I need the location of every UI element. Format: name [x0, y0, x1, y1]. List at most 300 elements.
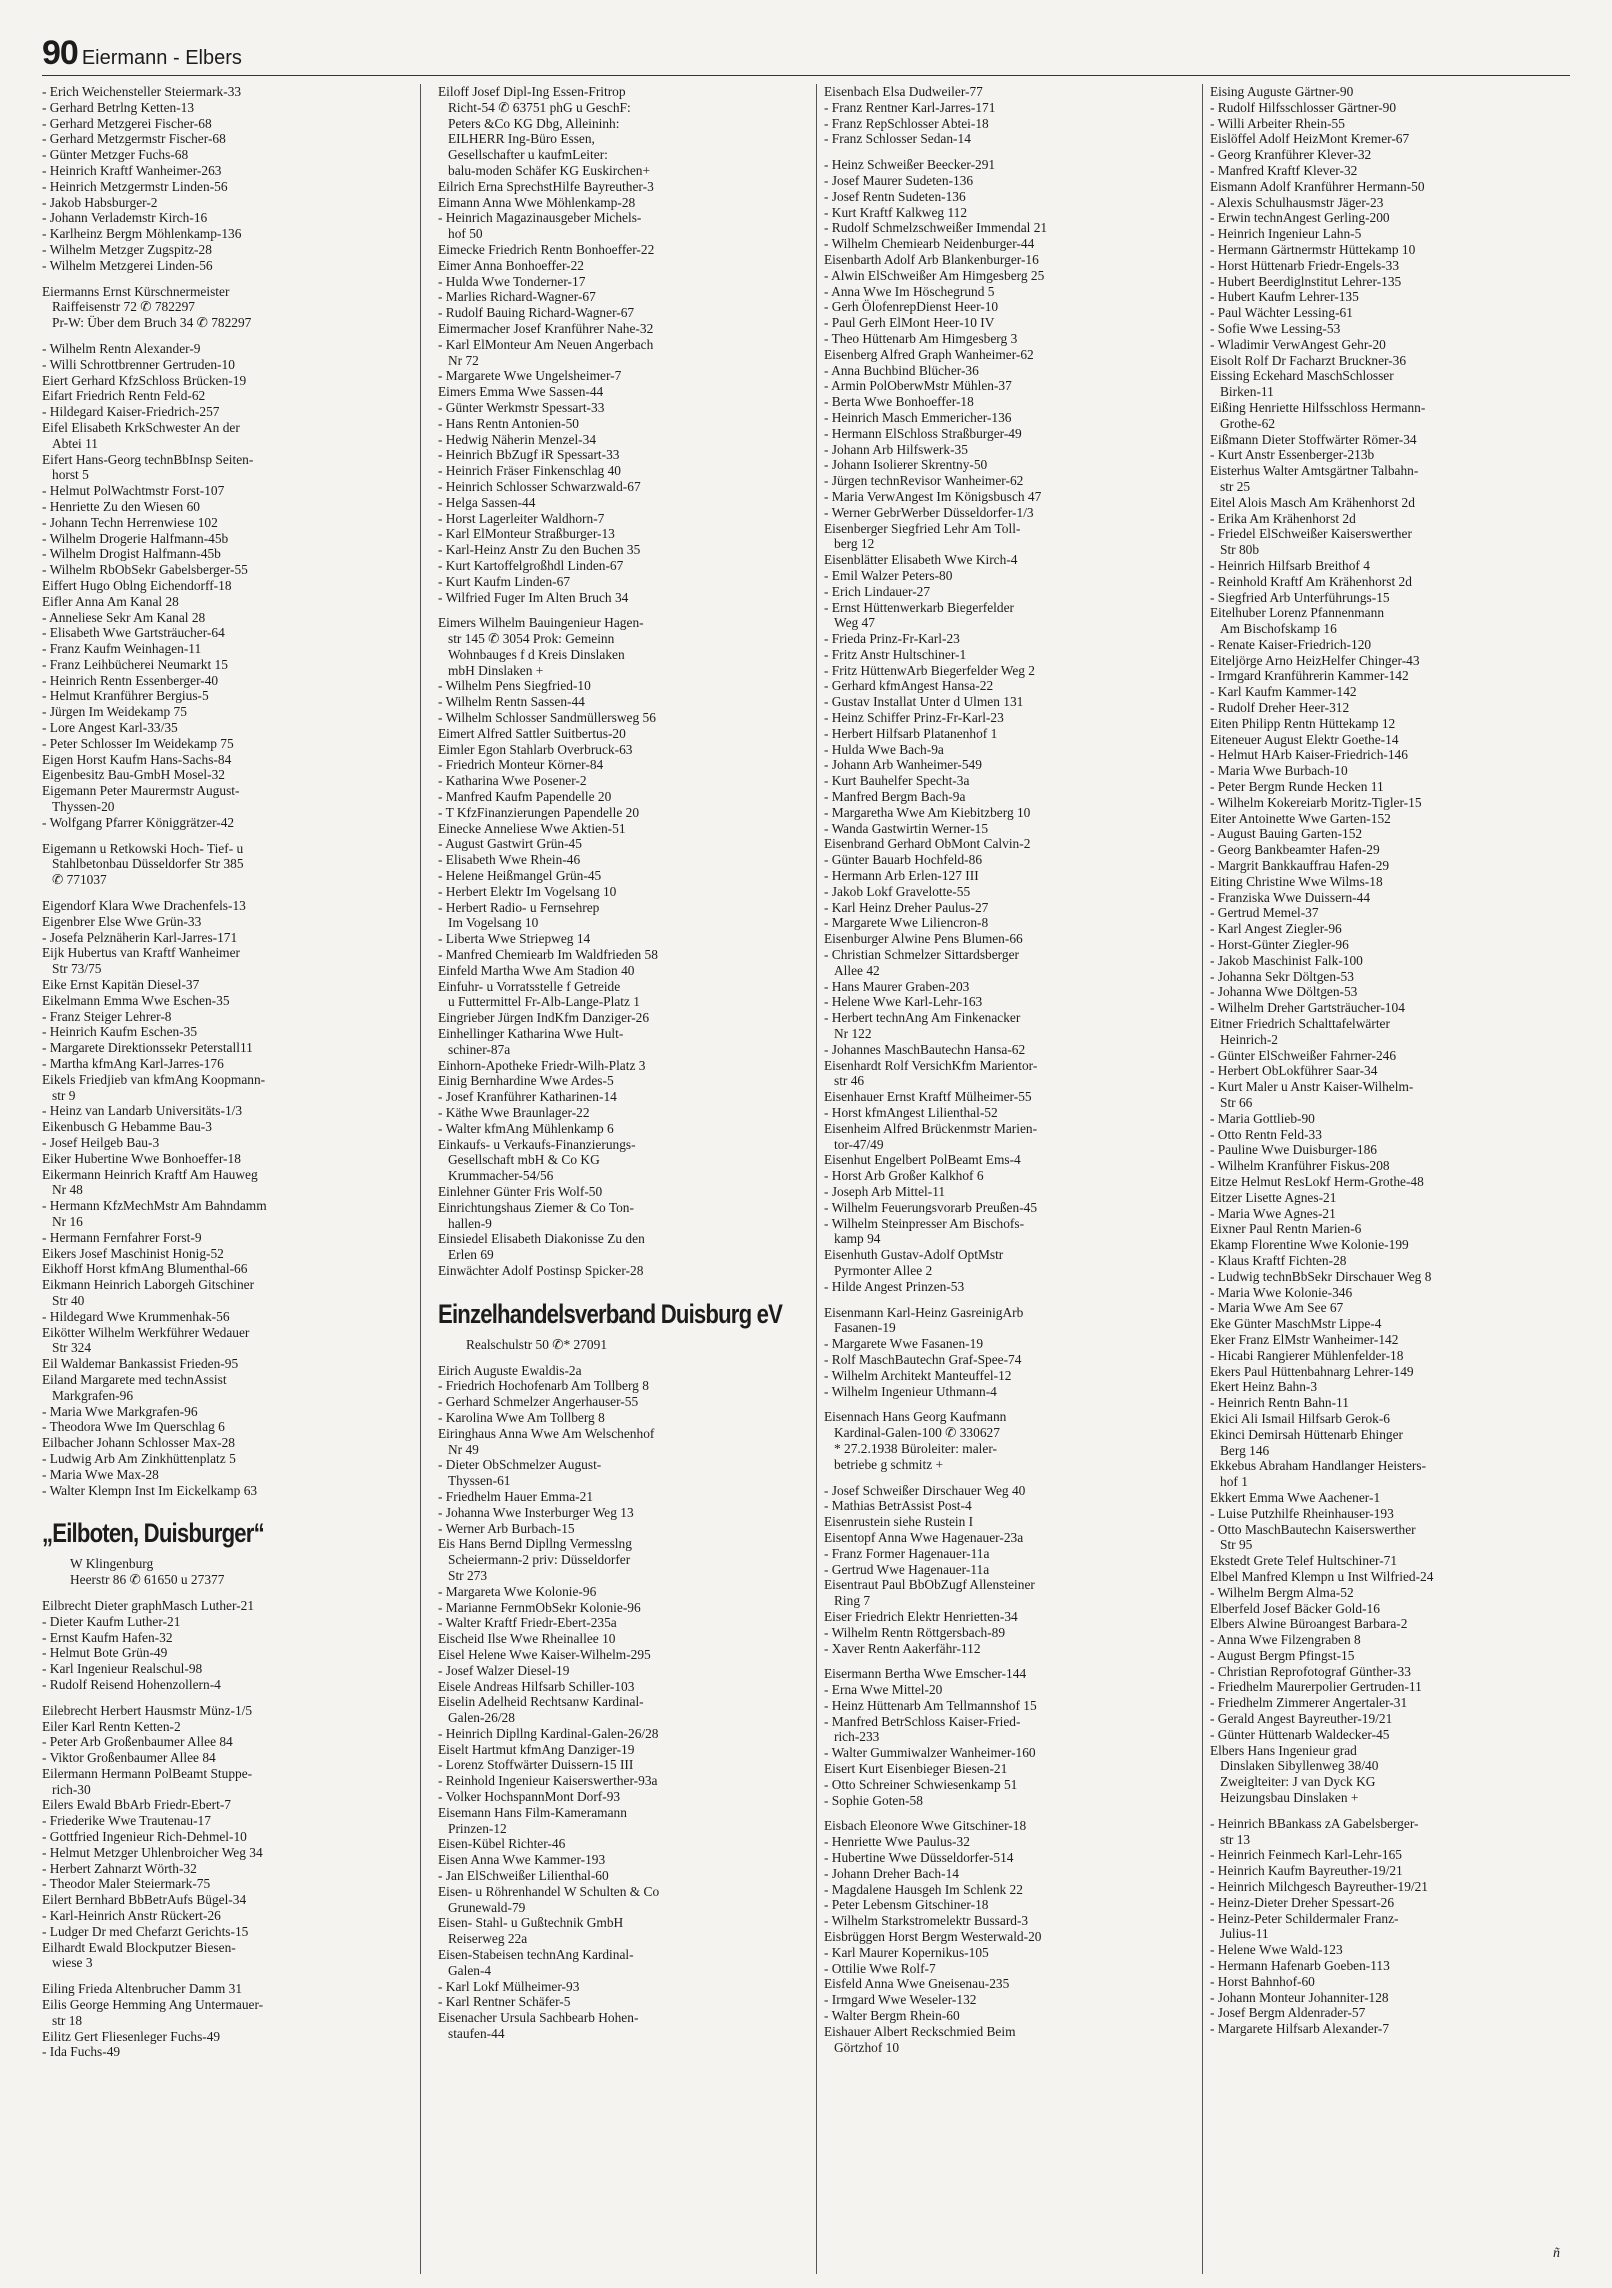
advert-detail: Heerstr 86 ✆ 61650 u 27377 — [70, 1572, 225, 1588]
directory-entry: Eikmann Heinrich Laborgeh Gitschiner — [42, 1277, 255, 1293]
directory-entry: - Magdalene Hausgeh Im Schlenk 22 — [824, 1881, 1023, 1897]
directory-entry: Elbers Hans Ingenieur grad — [1210, 1742, 1357, 1758]
entry-continuation: Galen-4 — [448, 1962, 492, 1978]
directory-entry: - Hermann Fernfahrer Forst-9 — [42, 1229, 202, 1245]
directory-entry: - Gertrud Memel-37 — [1210, 905, 1319, 921]
directory-entry: - Jakob Habsburger-2 — [42, 194, 158, 210]
directory-entry: Eke Günter MaschMstr Lippe-4 — [1210, 1316, 1382, 1332]
directory-entry: - Maria Gottlieb-90 — [1210, 1110, 1315, 1126]
directory-entry: Eiermanns Ernst Kürschnermeister — [42, 283, 230, 299]
directory-entry: Eiselt Hartmut kfmAng Danziger-19 — [438, 1741, 635, 1757]
directory-entry: Eilis George Hemming Ang Untermauer- — [42, 1997, 264, 2013]
directory-entry: - Rudolf Schmelzschweißer Immendal 21 — [824, 220, 1048, 236]
directory-entry: - Josef Maurer Sudeten-136 — [824, 172, 974, 188]
entry-continuation: Erlen 69 — [448, 1247, 494, 1263]
directory-entry: Eitzer Lisette Agnes-21 — [1210, 1189, 1337, 1205]
entry-continuation: Str 273 — [448, 1567, 488, 1583]
page-title: Eiermann - Elbers — [81, 47, 242, 69]
directory-entry: - Heinrich Rentn Bahn-11 — [1210, 1395, 1349, 1411]
directory-entry: - Rudolf Dreher Heer-312 — [1210, 700, 1350, 716]
directory-entry: Eimer Anna Bonhoeffer-22 — [438, 257, 584, 273]
directory-entry: - Hans Maurer Graben-203 — [824, 978, 970, 994]
directory-entry: - Jan ElSchweißer Lilienthal-60 — [438, 1868, 609, 1884]
directory-entry: Eiling Frieda Altenbrucher Damm 31 — [42, 1981, 243, 1997]
directory-entry: - Reinhold Kraftf Am Krähenhorst 2d — [1210, 573, 1412, 589]
directory-entry: - Hubertine Wwe Düsseldorfer-514 — [824, 1850, 1014, 1866]
directory-entry: Eimert Alfred Sattler Suitbertus-20 — [438, 725, 626, 741]
entry-continuation: Prinzen-12 — [448, 1820, 507, 1836]
directory-entry: - Martha kfmAng Karl-Jarres-176 — [42, 1056, 224, 1072]
directory-entry: - Heinrich Hilfsarb Breithof 4 — [1210, 557, 1370, 573]
directory-entry: - Christian Reprofotograf Günther-33 — [1210, 1663, 1411, 1679]
page-number: 90 — [42, 34, 78, 72]
directory-entry: - Wilhelm Steinpresser Am Bischofs- — [824, 1215, 1025, 1231]
directory-entry: - Henriette Wwe Paulus-32 — [824, 1834, 970, 1850]
entry-spacer — [438, 605, 806, 615]
directory-entry: - Gerhard kfmAngest Hansa-22 — [824, 678, 994, 694]
directory-entry: - Manfred Chemiearb Im Waldfrieden 58 — [438, 947, 658, 963]
directory-entry: - Ludger Dr med Chefarzt Gerichts-15 — [42, 1923, 249, 1939]
directory-entry: Eiland Margarete med technAssist — [42, 1371, 227, 1387]
directory-entry: - Josef Kranführer Katharinen-14 — [438, 1089, 617, 1105]
directory-entry: Eitze Helmut ResLokf Herm-Grothe-48 — [1210, 1173, 1424, 1189]
directory-entry: - Rudolf Bauing Richard-Wagner-67 — [438, 305, 635, 321]
page-header — [42, 34, 242, 74]
entry-continuation: rich-233 — [834, 1729, 880, 1745]
directory-entry: Eiten Philipp Rentn Hüttekamp 12 — [1210, 715, 1396, 731]
directory-entry: Eigenbesitz Bau-GmbH Mosel-32 — [42, 767, 225, 783]
directory-entry: Einig Bernhardine Wwe Ardes-5 — [438, 1073, 614, 1089]
directory-entry: - Anna Wwe Filzengraben 8 — [1210, 1632, 1361, 1648]
directory-entry: Eikötter Wilhelm Werkführer Wedauer — [42, 1324, 250, 1340]
entry-continuation: Markgrafen-96 — [52, 1387, 134, 1403]
directory-entry: - Wilhelm Schlosser Sandmüllersweg 56 — [438, 710, 656, 726]
directory-entry: - Wolfgang Pfarrer Königgrätzer-42 — [42, 814, 235, 830]
entry-continuation: berg 12 — [834, 536, 875, 552]
directory-entry: - Berta Wwe Bonhoeffer-18 — [824, 394, 974, 410]
directory-entry: - Josef Bergm Aldenrader-57 — [1210, 2005, 1366, 2021]
directory-entry: Einrichtungshaus Ziemer & Co Ton- — [438, 1199, 634, 1215]
directory-entry: - Fritz Anstr Hultschiner-1 — [824, 646, 967, 662]
directory-entry: - Karl ElMonteur Straßburger-13 — [438, 526, 615, 542]
directory-entry: Einkaufs- u Verkaufs-Finanzierungs- — [438, 1136, 636, 1152]
directory-entry: - Gertrud Wwe Hagenauer-11a — [824, 1561, 990, 1577]
directory-entry: Eirich Auguste Ewaldis-2a — [438, 1362, 582, 1378]
directory-entry: Ekamp Florentine Wwe Kolonie-199 — [1210, 1237, 1409, 1253]
directory-entry: Eigen Horst Kaufm Hans-Sachs-84 — [42, 751, 232, 767]
directory-entry: - Elisabeth Wwe Rhein-46 — [438, 852, 581, 868]
directory-entry: - Kurt Maler u Anstr Kaiser-Wilhelm- — [1210, 1079, 1414, 1095]
directory-entry: - Dieter ObSchmelzer August- — [438, 1457, 602, 1473]
directory-entry: Eilbacher Johann Schlosser Max-28 — [42, 1435, 236, 1451]
directory-entry: Eigemann Peter Maurermstr August- — [42, 783, 240, 799]
directory-entry: - Johanna Wwe Döltgen-53 — [1210, 984, 1358, 1000]
directory-entry: - Hilde Angest Prinzen-53 — [824, 1278, 965, 1294]
entry-continuation: schiner-87a — [448, 1041, 511, 1057]
directory-entry: Eissing Eckehard MaschSchlosser — [1210, 368, 1394, 384]
entry-continuation: kamp 94 — [834, 1231, 881, 1247]
directory-entry: Eiler Karl Rentn Ketten-2 — [42, 1718, 181, 1734]
directory-entry: Eis Hans Bernd Dipllng Vermesslng — [438, 1536, 632, 1552]
directory-entry: Eisel Helene Wwe Kaiser-Wilhelm-295 — [438, 1646, 651, 1662]
directory-entry: - Fritz HüttenwArb Biegerfelder Weg 2 — [824, 662, 1035, 678]
entry-continuation: Str 73/75 — [52, 961, 102, 977]
directory-entry: - Karl Rentner Schäfer-5 — [438, 1994, 571, 2010]
directory-entry: - Manfred Kaufm Papendelle 20 — [438, 789, 612, 805]
entry-continuation: hallen-9 — [448, 1215, 492, 1231]
directory-entry: - Hans Rentn Antonien-50 — [438, 415, 579, 431]
entry-continuation: wiese 3 — [52, 1955, 93, 1971]
directory-entry: - Horst Lagerleiter Waldhorn-7 — [438, 510, 605, 526]
directory-entry: Eisenhardt Rolf VersichKfm Marientor- — [824, 1057, 1038, 1073]
directory-entry: - Karl Maurer Kopernikus-105 — [824, 1944, 989, 1960]
directory-entry: - Willi Schrottbrenner Gertruden-10 — [42, 356, 235, 372]
directory-entry: - Henriette Zu den Wiesen 60 — [42, 498, 200, 514]
directory-entry: Eisen- u Röhrenhandel W Schulten & Co — [438, 1883, 660, 1899]
directory-entry: - Emil Walzer Peters-80 — [824, 567, 953, 583]
entry-continuation: Nr 49 — [448, 1441, 479, 1457]
directory-entry: Elberfeld Josef Bäcker Gold-16 — [1210, 1600, 1380, 1616]
directory-entry: - Hildegard Kaiser-Friedrich-257 — [42, 404, 220, 420]
entry-continuation: ✆ 771037 — [52, 872, 107, 888]
directory-entry: Eisert Kurt Eisenbieger Biesen-21 — [824, 1761, 1008, 1777]
directory-entry: - Josef Heilgeb Bau-3 — [42, 1135, 160, 1150]
entry-continuation: Nr 72 — [448, 352, 479, 368]
directory-entry: - Wilhelm Kokereiarb Moritz-Tigler-15 — [1210, 794, 1422, 810]
directory-entry: - Herbert technAng Am Finkenacker — [824, 1010, 1021, 1026]
directory-entry: Ekert Heinz Bahn-3 — [1210, 1379, 1318, 1395]
directory-entry: - Heinz-Peter Schildermaler Franz- — [1210, 1910, 1399, 1926]
entry-continuation: Stahlbetonbau Düsseldorfer Str 385 — [52, 856, 244, 872]
directory-entry: - Heinrich Rentn Essenberger-40 — [42, 672, 219, 688]
directory-entry: Eisermann Bertha Wwe Emscher-144 — [824, 1666, 1027, 1682]
directory-entry: Eislöffel Adolf HeizMont Kremer-67 — [1210, 131, 1410, 147]
header-rule — [42, 75, 1570, 76]
directory-entry: Eimers Emma Wwe Sassen-44 — [438, 384, 604, 400]
directory-entry: - Karl ElMonteur Am Neuen Angerbach — [438, 336, 654, 352]
directory-entry: - Heinz Schweißer Beecker-291 — [824, 157, 996, 173]
directory-entry: - Reinhold Ingenieur Kaiserswerther-93a — [438, 1773, 658, 1789]
directory-entry: Eisenacher Ursula Sachbearb Hohen- — [438, 2010, 639, 2026]
directory-entry: - Hubert Beerdiglnstitut Lehrer-135 — [1210, 273, 1402, 289]
directory-entry: - Joseph Arb Mittel-11 — [824, 1183, 946, 1199]
directory-entry: Eigemann u Retkowski Hoch- Tief- u — [42, 840, 244, 856]
directory-entry: - Karl Lokf Mülheimer-93 — [438, 1978, 580, 1994]
directory-entry: Elbel Manfred Klempn u Inst Wilfried-24 — [1210, 1568, 1434, 1584]
directory-entry: Eishauer Albert Reckschmied Beim — [824, 2023, 1016, 2039]
directory-entry: Eikhoff Horst kfmAng Blumenthal-66 — [42, 1261, 248, 1277]
entry-continuation: u Futtermittel Fr-Alb-Lange-Platz 1 — [448, 994, 640, 1010]
directory-entry: Ekers Paul Hüttenbahnarg Lehrer-149 — [1210, 1363, 1414, 1379]
entry-continuation: str 9 — [52, 1087, 76, 1103]
directory-entry: - Volker HochspannMont Dorf-93 — [438, 1789, 621, 1805]
directory-entry: - Peter Lebensm Gitschiner-18 — [824, 1897, 989, 1913]
directory-entry: - Ludwig Arb Am Zinkhüttenplatz 5 — [42, 1450, 236, 1466]
column-divider — [1202, 84, 1203, 2274]
directory-entry: Eißing Henriette Hilfsschloss Hermann- — [1210, 399, 1426, 415]
directory-entry: - Helmut PolWachtmstr Forst-107 — [42, 483, 225, 499]
directory-entry: Ekici Ali Ismail Hilfsarb Gerok-6 — [1210, 1410, 1390, 1426]
entry-continuation: Peters &Co KG Dbg, Alleininh: — [448, 115, 620, 131]
directory-entry: Eitelhuber Lorenz Pfannenmann — [1210, 605, 1385, 621]
directory-entry: - Wilhelm Drogist Halfmann-45b — [42, 546, 221, 562]
entry-continuation: balu-moden Schäfer KG Euskirchen+ — [448, 162, 651, 178]
directory-entry: - August Gastwirt Grün-45 — [438, 836, 582, 852]
directory-entry: - Johann Arb Hilfswerk-35 — [824, 441, 968, 457]
directory-entry: - Heinz-Dieter Dreher Spessart-26 — [1210, 1894, 1395, 1910]
directory-entry: - Karl-Heinz Anstr Zu den Buchen 35 — [438, 542, 641, 558]
directory-entry: - Marianne FernmObSekr Kolonie-96 — [438, 1599, 641, 1615]
entry-continuation: Nr 16 — [52, 1213, 83, 1229]
directory-entry: - Erika Am Krähenhorst 2d — [1210, 510, 1356, 526]
directory-entry: Ekkebus Abraham Handlanger Heisters- — [1210, 1458, 1427, 1474]
directory-entry: - Otto Schreiner Schwiesenkamp 51 — [824, 1776, 1018, 1792]
entry-continuation: str 13 — [1220, 1831, 1251, 1847]
directory-entry: - Josef Rentn Sudeten-136 — [824, 188, 966, 204]
entry-continuation: Fasanen-19 — [834, 1320, 896, 1336]
entry-continuation: Heizungsbau Dinslaken + — [1220, 1790, 1359, 1806]
directory-entry: - Wilhelm Pens Siegfried-10 — [438, 678, 591, 694]
directory-entry: - Lore Angest Karl-33/35 — [42, 720, 178, 736]
entry-spacer — [42, 831, 404, 841]
directory-entry: Einfuhr- u Vorratsstelle f Getreide — [438, 978, 621, 994]
entry-continuation: Ring 7 — [834, 1593, 871, 1609]
directory-entry: - Horst kfmAngest Lilienthal-52 — [824, 1105, 998, 1120]
directory-entry: - Johann Arb Wanheimer-549 — [824, 757, 982, 773]
directory-entry: Eisenhut Engelbert PolBeamt Ems-4 — [824, 1152, 1021, 1168]
directory-entry: - Heinrich Metzgermstr Linden-56 — [42, 178, 228, 194]
directory-entry: - Karl Angest Ziegler-96 — [1210, 921, 1342, 937]
directory-entry: - Helga Sassen-44 — [438, 494, 536, 510]
directory-entry: Eisbach Eleonore Wwe Gitschiner-18 — [824, 1818, 1027, 1834]
directory-entry: Eisterhus Walter Amtsgärtner Talbahn- — [1210, 463, 1419, 479]
directory-entry: - Herbert Radio- u Fernsehrep — [438, 899, 600, 915]
directory-entry: - Sofie Wwe Lessing-53 — [1210, 320, 1341, 336]
directory-entry: - Heinrich Feinmech Karl-Lehr-165 — [1210, 1847, 1402, 1863]
directory-entry: - Wilhelm Starkstromelektr Bussard-3 — [824, 1913, 1029, 1929]
directory-entry: - Gerhard Metzgerei Fischer-68 — [42, 115, 212, 131]
entry-spacer — [42, 1971, 404, 1981]
directory-entry: - Johannes MaschBautechn Hansa-62 — [824, 1041, 1026, 1057]
directory-entry: - Gerhard Betrlng Ketten-13 — [42, 99, 195, 115]
directory-entry: Eingrieber Jürgen IndKfm Danziger-26 — [438, 1010, 650, 1026]
directory-entry: Eisenheim Alfred Brückenmstr Marien- — [824, 1120, 1038, 1136]
entry-spacer — [824, 1473, 1190, 1483]
directory-entry: - Wanda Gastwirtin Werner-15 — [824, 820, 989, 836]
directory-entry: - Wilhelm Rentn Röttgersbach-89 — [824, 1624, 1006, 1640]
directory-entry: Eiteljörge Arno HeizHelfer Chinger-43 — [1210, 652, 1420, 668]
directory-entry: - Peter Schlosser Im Weidekamp 75 — [42, 735, 234, 751]
directory-entry: - Wilhelm Rentn Alexander-9 — [42, 340, 201, 356]
directory-entry: - T KfzFinanzierungen Papendelle 20 — [438, 804, 640, 820]
directory-entry: - Frieda Prinz-Fr-Karl-23 — [824, 631, 960, 647]
directory-entry: - Johanna Sekr Döltgen-53 — [1210, 968, 1354, 984]
entry-spacer — [824, 1808, 1190, 1818]
directory-entry: Eifler Anna Am Kanal 28 — [42, 593, 179, 609]
directory-entry: - Peter Bergm Runde Hecken 11 — [1210, 779, 1384, 795]
directory-entry: - Kurt Kraftf Kalkweg 112 — [824, 204, 968, 220]
directory-entry: - Herbert Hilfsarb Platanenhof 1 — [824, 725, 998, 741]
entry-continuation: Allee 42 — [834, 962, 880, 978]
directory-entry: Eismann Adolf Kranführer Hermann-50 — [1210, 178, 1425, 194]
directory-entry: - Franziska Wwe Duissern-44 — [1210, 889, 1371, 905]
directory-entry: - Xaver Rentn Aakerfähr-112 — [824, 1640, 981, 1656]
directory-entry: Eisen Anna Wwe Kammer-193 — [438, 1852, 606, 1868]
directory-entry: - Jakob Lokf Gravelotte-55 — [824, 883, 971, 899]
directory-entry: Eisenmann Karl-Heinz GasreinigArb — [824, 1304, 1024, 1320]
directory-entry: - Horst Bahnhof-60 — [1210, 1973, 1315, 1989]
directory-entry: - Herbert Elektr Im Vogelsang 10 — [438, 883, 617, 899]
directory-entry: - Wilhelm Dreher Gartsträucher-104 — [1210, 1000, 1405, 1016]
entry-continuation: hof 1 — [1220, 1474, 1248, 1490]
directory-entry: - Margarete Wwe Fasanen-19 — [824, 1336, 984, 1352]
directory-entry: - Friedhelm Zimmerer Angertaler-31 — [1210, 1695, 1408, 1711]
directory-entry: - Hubert Kaufm Lehrer-135 — [1210, 289, 1359, 305]
directory-entry: - Heinrich Magazinausgeber Michels- — [438, 210, 642, 226]
entry-continuation: Wohnbauges f d Kreis Dinslaken — [448, 646, 625, 662]
directory-entry: - Johann Verlademstr Kirch-16 — [42, 210, 208, 226]
directory-entry: - Heinz van Landarb Universitäts-1/3 — [42, 1103, 243, 1119]
directory-entry: - Wilhelm Rentn Sassen-44 — [438, 694, 585, 710]
entry-continuation: EILHERR Ing-Büro Essen, — [448, 131, 595, 147]
entry-continuation: Gesellschafter u kaufmLeiter: — [448, 147, 608, 163]
directory-entry: Eisele Andreas Hilfsarb Schiller-103 — [438, 1678, 635, 1694]
directory-entry: - Walter Klempn Inst Im Eickelkamp 63 — [42, 1482, 258, 1498]
entry-spacer — [824, 1656, 1190, 1666]
directory-entry: - Werner GebrWerber Düsseldorfer-1/3 — [824, 504, 1034, 520]
directory-entry: - Maria Wwe Kolonie-346 — [1210, 1284, 1353, 1300]
page-mark: ñ — [1553, 2246, 1560, 2261]
directory-entry: - Katharina Wwe Posener-2 — [438, 773, 587, 789]
directory-entry: - Ida Fuchs-49 — [42, 2044, 121, 2060]
directory-entry: - Franz RepSchlosser Abtei-18 — [824, 115, 989, 131]
directory-entry: Eisbrüggen Horst Bergm Westerwald-20 — [824, 1929, 1042, 1945]
entry-spacer — [438, 1353, 806, 1363]
directory-entry: Eikelmann Emma Wwe Eschen-35 — [42, 992, 230, 1008]
directory-entry: Einlehner Günter Fris Wolf-50 — [438, 1183, 603, 1199]
directory-entry: Ekstedt Grete Telef Hultschiner-71 — [1210, 1553, 1398, 1569]
entry-continuation: hof 50 — [448, 226, 483, 242]
entry-continuation: Richt-54 ✆ 63751 phG u GeschF: — [448, 99, 631, 115]
entry-continuation: Thyssen-20 — [52, 799, 115, 815]
directory-entry: - Hedwig Näherin Menzel-34 — [438, 431, 597, 447]
entry-continuation: Scheiermann-2 priv: Düsseldorfer — [448, 1552, 631, 1568]
advert-banner: „Eilboten, Duisburger“ — [42, 1518, 264, 1549]
directory-entry: - Hermann Gärtnermstr Hüttekamp 10 — [1210, 241, 1416, 257]
directory-entry: - Christian Schmelzer Sittardsberger — [824, 947, 1019, 963]
directory-entry: - Karl Ingenieur Realschul-98 — [42, 1661, 203, 1677]
directory-entry: - Johann Monteur Johanniter-128 — [1210, 1989, 1389, 2005]
directory-entry: - Friedel ElSchweißer Kaiserswerther — [1210, 526, 1412, 542]
entry-continuation: Grunewald-79 — [448, 1899, 526, 1915]
directory-entry: Eiringhaus Anna Wwe Am Welschenhof — [438, 1425, 655, 1441]
directory-entry: Eilrich Erna SprechstHilfe Bayreuther-3 — [438, 178, 654, 194]
directory-entry: Eimecke Friedrich Rentn Bonhoeffer-22 — [438, 241, 655, 257]
directory-entry: - Herbert Zahnarzt Wörth-32 — [42, 1860, 197, 1876]
directory-entry: Eikels Friedjieb van kfmAng Koopmann- — [42, 1071, 266, 1087]
directory-entry: - Wilhelm Feuerungsvorarb Preußen-45 — [824, 1199, 1038, 1215]
directory-entry: - Wilhelm Drogerie Halfmann-45b — [42, 530, 229, 546]
directory-entry: - Alwin ElSchweißer Am Himgesberg 25 — [824, 267, 1045, 283]
directory-entry: Eilert Bernhard BbBetrAufs Bügel-34 — [42, 1892, 247, 1908]
directory-entry: Eiker Hubertine Wwe Bonhoeffer-18 — [42, 1150, 241, 1166]
entry-continuation: Krummacher-54/56 — [448, 1168, 554, 1184]
directory-entry: - Peter Arb Großenbaumer Allee 84 — [42, 1734, 233, 1750]
advert-banner: Einzelhandelsverband Duisburg eV — [438, 1298, 783, 1329]
directory-entry: - Wilhelm Ingenieur Uthmann-4 — [824, 1383, 997, 1399]
directory-entry: - Heinrich Ingenieur Lahn-5 — [1210, 226, 1362, 242]
directory-entry: - Theo Hüttenarb Am Himgesberg 3 — [824, 330, 1018, 346]
directory-entry: - Erna Wwe Mittel-20 — [824, 1682, 943, 1698]
directory-entry: - Manfred BetrSchloss Kaiser-Fried- — [824, 1713, 1021, 1729]
entry-continuation: Galen-26/28 — [448, 1710, 515, 1726]
directory-entry: Eisennach Hans Georg Kaufmann — [824, 1409, 1007, 1425]
directory-entry: Eitner Friedrich Schalttafelwärter — [1210, 1016, 1390, 1032]
directory-entry: - Wladimir VerwAngest Gehr-20 — [1210, 336, 1386, 352]
directory-entry: - Johanna Wwe Insterburger Weg 13 — [438, 1504, 634, 1520]
entry-continuation: Abtei 11 — [52, 435, 98, 451]
directory-entry: - Friedhelm Maurerpolier Gertruden-11 — [1210, 1679, 1422, 1695]
directory-entry: Elbers Alwine Büroangest Barbara-2 — [1210, 1616, 1408, 1632]
directory-entry: - Günter Metzger Fuchs-68 — [42, 147, 189, 163]
directory-entry: Eisenhauer Ernst Kraftf Mülheimer-55 — [824, 1089, 1032, 1105]
directory-entry: Einecke Anneliese Wwe Aktien-51 — [438, 820, 626, 836]
directory-entry: Einhellinger Katharina Wwe Hult- — [438, 1026, 624, 1042]
directory-entry: Eimler Egon Stahlarb Overbruck-63 — [438, 741, 633, 757]
directory-entry: - Franz Former Hagenauer-11a — [824, 1545, 990, 1561]
directory-entry: - Theodor Maler Steiermark-75 — [42, 1876, 211, 1892]
directory-entry: - Franz Rentner Karl-Jarres-171 — [824, 99, 996, 115]
directory-entry: Eitel Alois Masch Am Krähenhorst 2d — [1210, 494, 1415, 510]
directory-entry: - Paul Gerh ElMont Heer-10 IV — [824, 315, 995, 331]
directory-entry: - Hildegard Wwe Krummenhak-56 — [42, 1308, 230, 1324]
entry-spacer — [42, 331, 404, 341]
directory-entry: - Luise Putzhilfe Rheinhauser-193 — [1210, 1505, 1394, 1521]
directory-entry: - Günter Werkmstr Spessart-33 — [438, 399, 605, 415]
directory-entry: - August Bauing Garten-152 — [1210, 826, 1363, 842]
directory-entry: - Rudolf Hilfsschlosser Gärtner-90 — [1210, 99, 1397, 115]
entry-continuation: Str 40 — [52, 1292, 85, 1308]
entry-continuation: horst 5 — [52, 467, 89, 483]
directory-entry: - Maria VerwAngest Im Königsbusch 47 — [824, 488, 1042, 504]
directory-entry: - Helmut Metzger Uhlenbroicher Weg 34 — [42, 1844, 263, 1860]
column-divider — [816, 84, 817, 2274]
directory-entry: Eisenberger Siegfried Lehr Am Toll- — [824, 520, 1021, 536]
directory-entry: - Josef Schweißer Dirschauer Weg 40 — [824, 1482, 1026, 1498]
directory-entry: Eisenblätter Elisabeth Wwe Kirch-4 — [824, 552, 1018, 568]
directory-entry: - Margaretha Wwe Am Kiebitzberg 10 — [824, 804, 1031, 820]
directory-entry: - Jakob Maschinist Falk-100 — [1210, 952, 1363, 968]
directory-entry: - Jürgen Im Weidekamp 75 — [42, 704, 187, 720]
directory-entry: Eilitz Gert Fliesenleger Fuchs-49 — [42, 2028, 221, 2044]
directory-entry: - Anna Wwe Im Höschegrund 5 — [824, 283, 995, 299]
directory-entry: Eisenberg Alfred Graph Wanheimer-62 — [824, 346, 1034, 362]
directory-entry: Eiffert Hugo Oblng Eichendorff-18 — [42, 577, 232, 593]
directory-entry: - Günter Bauarb Hochfeld-86 — [824, 852, 983, 868]
entry-continuation: str 46 — [834, 1073, 865, 1089]
directory-entry: Eikers Josef Maschinist Honig-52 — [42, 1245, 224, 1261]
directory-entry: - Günter ElSchweißer Fahrner-246 — [1210, 1047, 1397, 1063]
directory-entry: - Friederike Wwe Trautenau-17 — [42, 1813, 211, 1829]
directory-entry: - Franz Schlosser Sedan-14 — [824, 131, 971, 147]
directory-entry: - Wilhelm Kranführer Fiskus-208 — [1210, 1158, 1390, 1174]
directory-entry: - Hulda Wwe Bach-9a — [824, 741, 944, 757]
directory-entry: Eisenrustein siehe Rustein I — [824, 1514, 974, 1530]
column-divider — [420, 84, 421, 2274]
directory-entry: - Rudolf Reisend Hohenzollern-4 — [42, 1676, 221, 1692]
directory-entry: - Walter Gummiwalzer Wanheimer-160 — [824, 1745, 1036, 1761]
entry-continuation: Dinslaken Sibyllenweg 38/40 — [1220, 1758, 1379, 1774]
